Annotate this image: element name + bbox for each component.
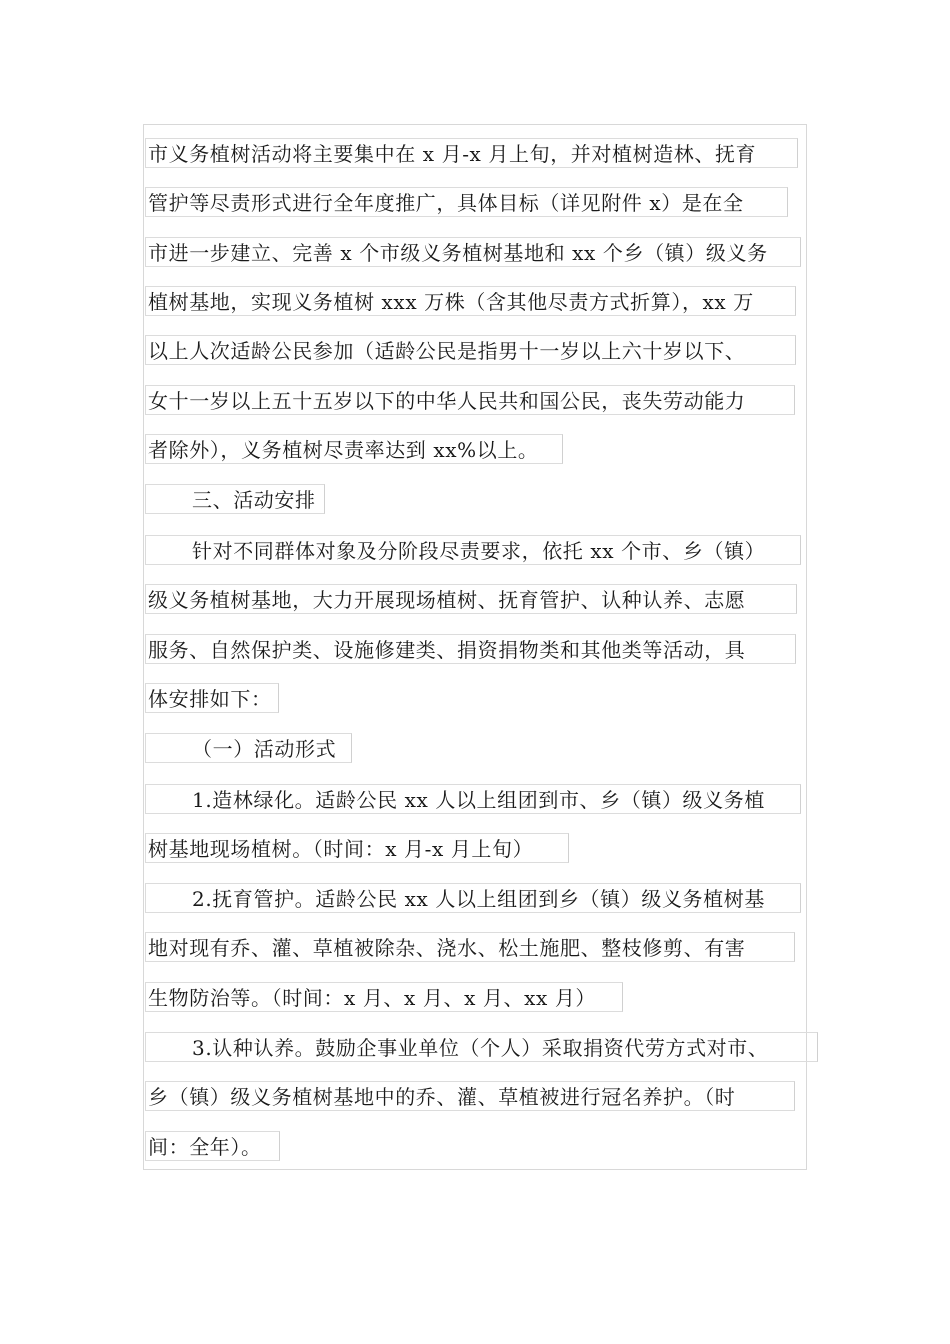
text-line: 植树基地，实现义务植树 xxx 万株（含其他尽责方式折算），xx 万 — [145, 286, 796, 316]
text-line: 者除外），义务植树尽责率达到 xx%以上。 — [145, 434, 563, 464]
text-line: 地对现有乔、灌、草植被除杂、浇水、松土施肥、整枝修剪、有害 — [145, 932, 795, 962]
text-line: 乡（镇）级义务植树基地中的乔、灌、草植被进行冠名养护。（时 — [145, 1081, 795, 1111]
text-line: 市进一步建立、完善 x 个市级义务植树基地和 xx 个乡（镇）级义务 — [145, 237, 801, 267]
section-heading: 三、活动安排 — [145, 484, 325, 514]
text-line: 服务、自然保护类、设施修建类、捐资捐物类和其他类等活动，具 — [145, 634, 796, 664]
text-line: 生物防治等。（时间：x 月、x 月、x 月、xx 月） — [145, 982, 623, 1012]
text-line: 体安排如下： — [145, 683, 279, 713]
text-line: 市义务植树活动将主要集中在 x 月-x 月上旬，并对植树造林、抚育 — [145, 138, 798, 168]
text-line: 2.抚育管护。适龄公民 xx 人以上组团到乡（镇）级义务植树基 — [145, 883, 801, 913]
subsection-heading: （一）活动形式 — [145, 733, 352, 763]
text-line: 1.造林绿化。适龄公民 xx 人以上组团到市、乡（镇）级义务植 — [145, 784, 801, 814]
text-line: 以上人次适龄公民参加（适龄公民是指男十一岁以上六十岁以下、 — [145, 335, 796, 365]
text-line: 树基地现场植树。（时间：x 月-x 月上旬） — [145, 833, 569, 863]
text-line: 间：全年）。 — [145, 1131, 280, 1161]
text-line: 针对不同群体对象及分阶段尽责要求，依托 xx 个市、乡（镇） — [145, 535, 801, 565]
text-line: 管护等尽责形式进行全年度推广，具体目标（详见附件 x）是在全 — [145, 187, 788, 217]
text-line: 级义务植树基地，大力开展现场植树、抚育管护、认种认养、志愿 — [145, 584, 797, 614]
text-line: 女十一岁以上五十五岁以下的中华人民共和国公民，丧失劳动能力 — [145, 385, 795, 415]
text-line: 3.认种认养。鼓励企事业单位（个人）采取捐资代劳方式对市、 — [145, 1032, 818, 1062]
